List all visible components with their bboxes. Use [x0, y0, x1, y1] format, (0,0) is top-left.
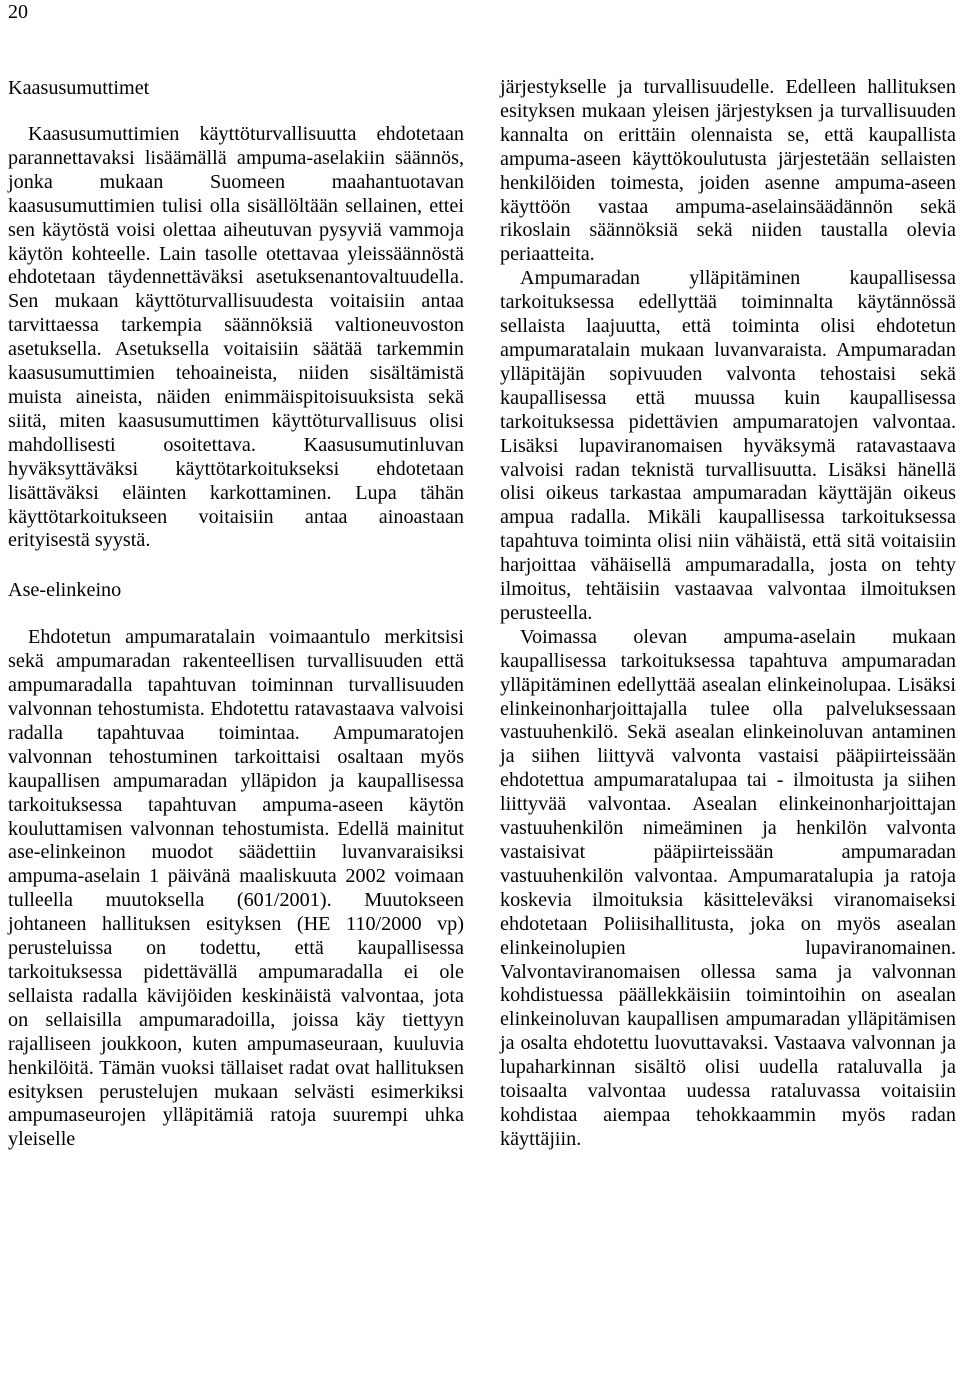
section-heading-ase-elinkeino: Ase-elinkeino — [8, 579, 122, 602]
paragraph-ase-elinkeino: Ehdotetun ampumaratalain voimaantulo merkitsisi sekä ampumaradan rakenteellisen turvallisuuden että ampumaradalla tapahtuvan toiminnan turvallisuuden valvonnan tehostumista. Ehdotettu ratavastaava valvoisi radalla tapahtuvaa toimintaa. Ampumaratojen valvonnan tehostuminen tarkoittaisi osaltaan myös kaupallisen ampumaradan ylläpidon ja kaupallisessa tarkoituksessa tapahtuvan ampuma-aseen käytön kouluttamisen valvonnan tehostumista. Edellä mainitut ase-elinkeinon muodot säädettiin luvanvaraisiksi ampuma-aselain 1 päivänä maaliskuuta 2002 voimaan tulleella muutoksella (601/2001). Muutokseen johtaneen hallituksen esityksen (HE 110/2000 vp) perusteluissa on todettu, että kaupallisessa tarkoituksessa pidettävällä ampumaradalla ei ole sellaista radalla kävijöiden keskinäistä valvontaa, jota on sellaisilla ampumaradoilla, joissa käy tiettyyn rajalliseen joukkoon, kuten ampumaseuraan, kuuluvia henkilöitä. Tämän vuoksi tällaiset radat ovat hallituksen esityksen perustelujen mukaan selvästi esimerkiksi ampumaseurojen ylläpitämiä ratoja suurempi uhka yleiselle — [8, 626, 464, 1151]
paragraph-kaasusumuttimet: Kaasusumuttimien käyttöturvallisuutta ehdotetaan parannettavaksi lisäämällä ampuma-aselakiin säännös, jonka mukaan Suomeen maahantuotavan kaasusumuttimien tulisi olla sisällöltään sellainen, ettei sen käytöstä voisi olettaa aiheutuvan pysyviä vammoja käytön kohteelle. Lain tasolle otettavaa yleissäännöstä ehdotetaan täydennettäväksi asetuksenantovaltuudella. Sen mukaan käyttöturvallisuudesta voitaisiin antaa tarvittaessa tarkempia säännöksiä valtioneuvoston asetuksella. Asetuksella voitaisiin säätää tarkemmin kaasusumuttimien tehoaineista, niiden sisältämistä muista aineista, näiden enimmäispitoisuuksista sekä siitä, miten kaasusumuttimen käyttöturvallisuus olisi mahdollisesti osoitettava. Kaasusumutinluvan hyväksyttäväksi käyttötarkoitukseksi ehdotetaan lisättäväksi eläinten karkottaminen. Lupa tähän käyttötarkoitukseen voitaisiin antaa ainoastaan erityisestä syystä. — [8, 123, 464, 552]
paragraph-ampumaradan-yllapitaminen: Ampumaradan ylläpitäminen kaupallisessa tarkoituksessa edellyttää toiminnalta käytännössä sellaista laajuutta, että toiminta olisi ehdotetun ampumaratalain mukaan luvanvaraista. Ampumaradan ylläpitäjän sopivuuden valvonta tehostaisi sekä kaupallisessa että muussa kuin kaupallisessa tarkoituksessa pidettävien ampumaratojen valvontaa. Lisäksi lupaviranomaisen hyväksymä ratavastaava valvoisi radan teknistä turvallisuutta. Lisäksi hänellä olisi oikeus tarkastaa ampumaradan käyttäjän oikeus ampua radalla. Mikäli kaupallisessa tarkoituksessa tapahtuva toiminta olisi niin vähäistä, että sitä voitaisiin harjoittaa vähäisellä ampumaradalla, josta on tehty ilmoitus, tehtäisiin vastaavaa valvontaa ilmoituksen perusteella. — [500, 267, 956, 624]
paragraph-continued: järjestykselle ja turvallisuudelle. Edelleen hallituksen esityksen mukaan yleisen järjestyksen ja turvallisuuden kannalta on erittäin olennaista se, että kaupallista ampuma-aseen käyttökoulutusta järjestetään sellaisten henkilöiden toimesta, joiden asenne ampuma-aseen käyttöön vastaa ampuma-aselainsäädännön sekä rikoslain säännöksiä sekä niiden taustalla olevia periaatteita. — [500, 76, 956, 266]
page-number: 20 — [8, 1, 28, 23]
left-column — [8, 64, 464, 1152]
right-column — [500, 76, 956, 1152]
section-heading-kaasusumuttimet: Kaasusumuttimet — [8, 77, 150, 99]
paragraph-voimassa-oleva-laki: Voimassa olevan ampuma-aselain mukaan kaupallisessa tarkoituksessa tapahtuva ampumaradan ylläpitäminen edellyttää asealan elinkeinolupaa. Lisäksi elinkeinonharjoittajalla tulee olla palveluksessaan vastuuhenkilö. Sekä asealan elinkeinoluvan antaminen ja siihen liittyvä valvonta vastaisi pääpiirteissään ehdotettua ampumaratalupaa tai - ilmoitusta ja siihen liittyvää valvontaa. Asealan elinkeinonharjoittajan vastuuhenkilön nimeäminen ja henkilön valvonta vastaisivat pääpiirteissään ampumaradan vastuuhenkilön valvontaa. Ampumaratalupia ja ratoja koskevia ilmoituksia käsitteleväksi viranomaiseksi ehdotetaan Poliisihallitusta, joka on myös asealan elinkeinolupien lupaviranomainen. Valvontaviranomaisen ollessa sama ja valvonnan kohdistuessa päällekkäisiin toimintoihin on asealan elinkeinoluvan kaupallisen ampumaradan ylläpitämisen ja osalta ehdotettu luovuttavaksi. Vastaava valvonnan ja lupaharkinnan sisältö olisi uudella rataluvalla ja toisaalta valvontaa uudessa rataluvassa voitaisiin kohdistaa aiempaa tehokkaammin myös radan käyttäjiin. — [500, 625, 956, 1150]
